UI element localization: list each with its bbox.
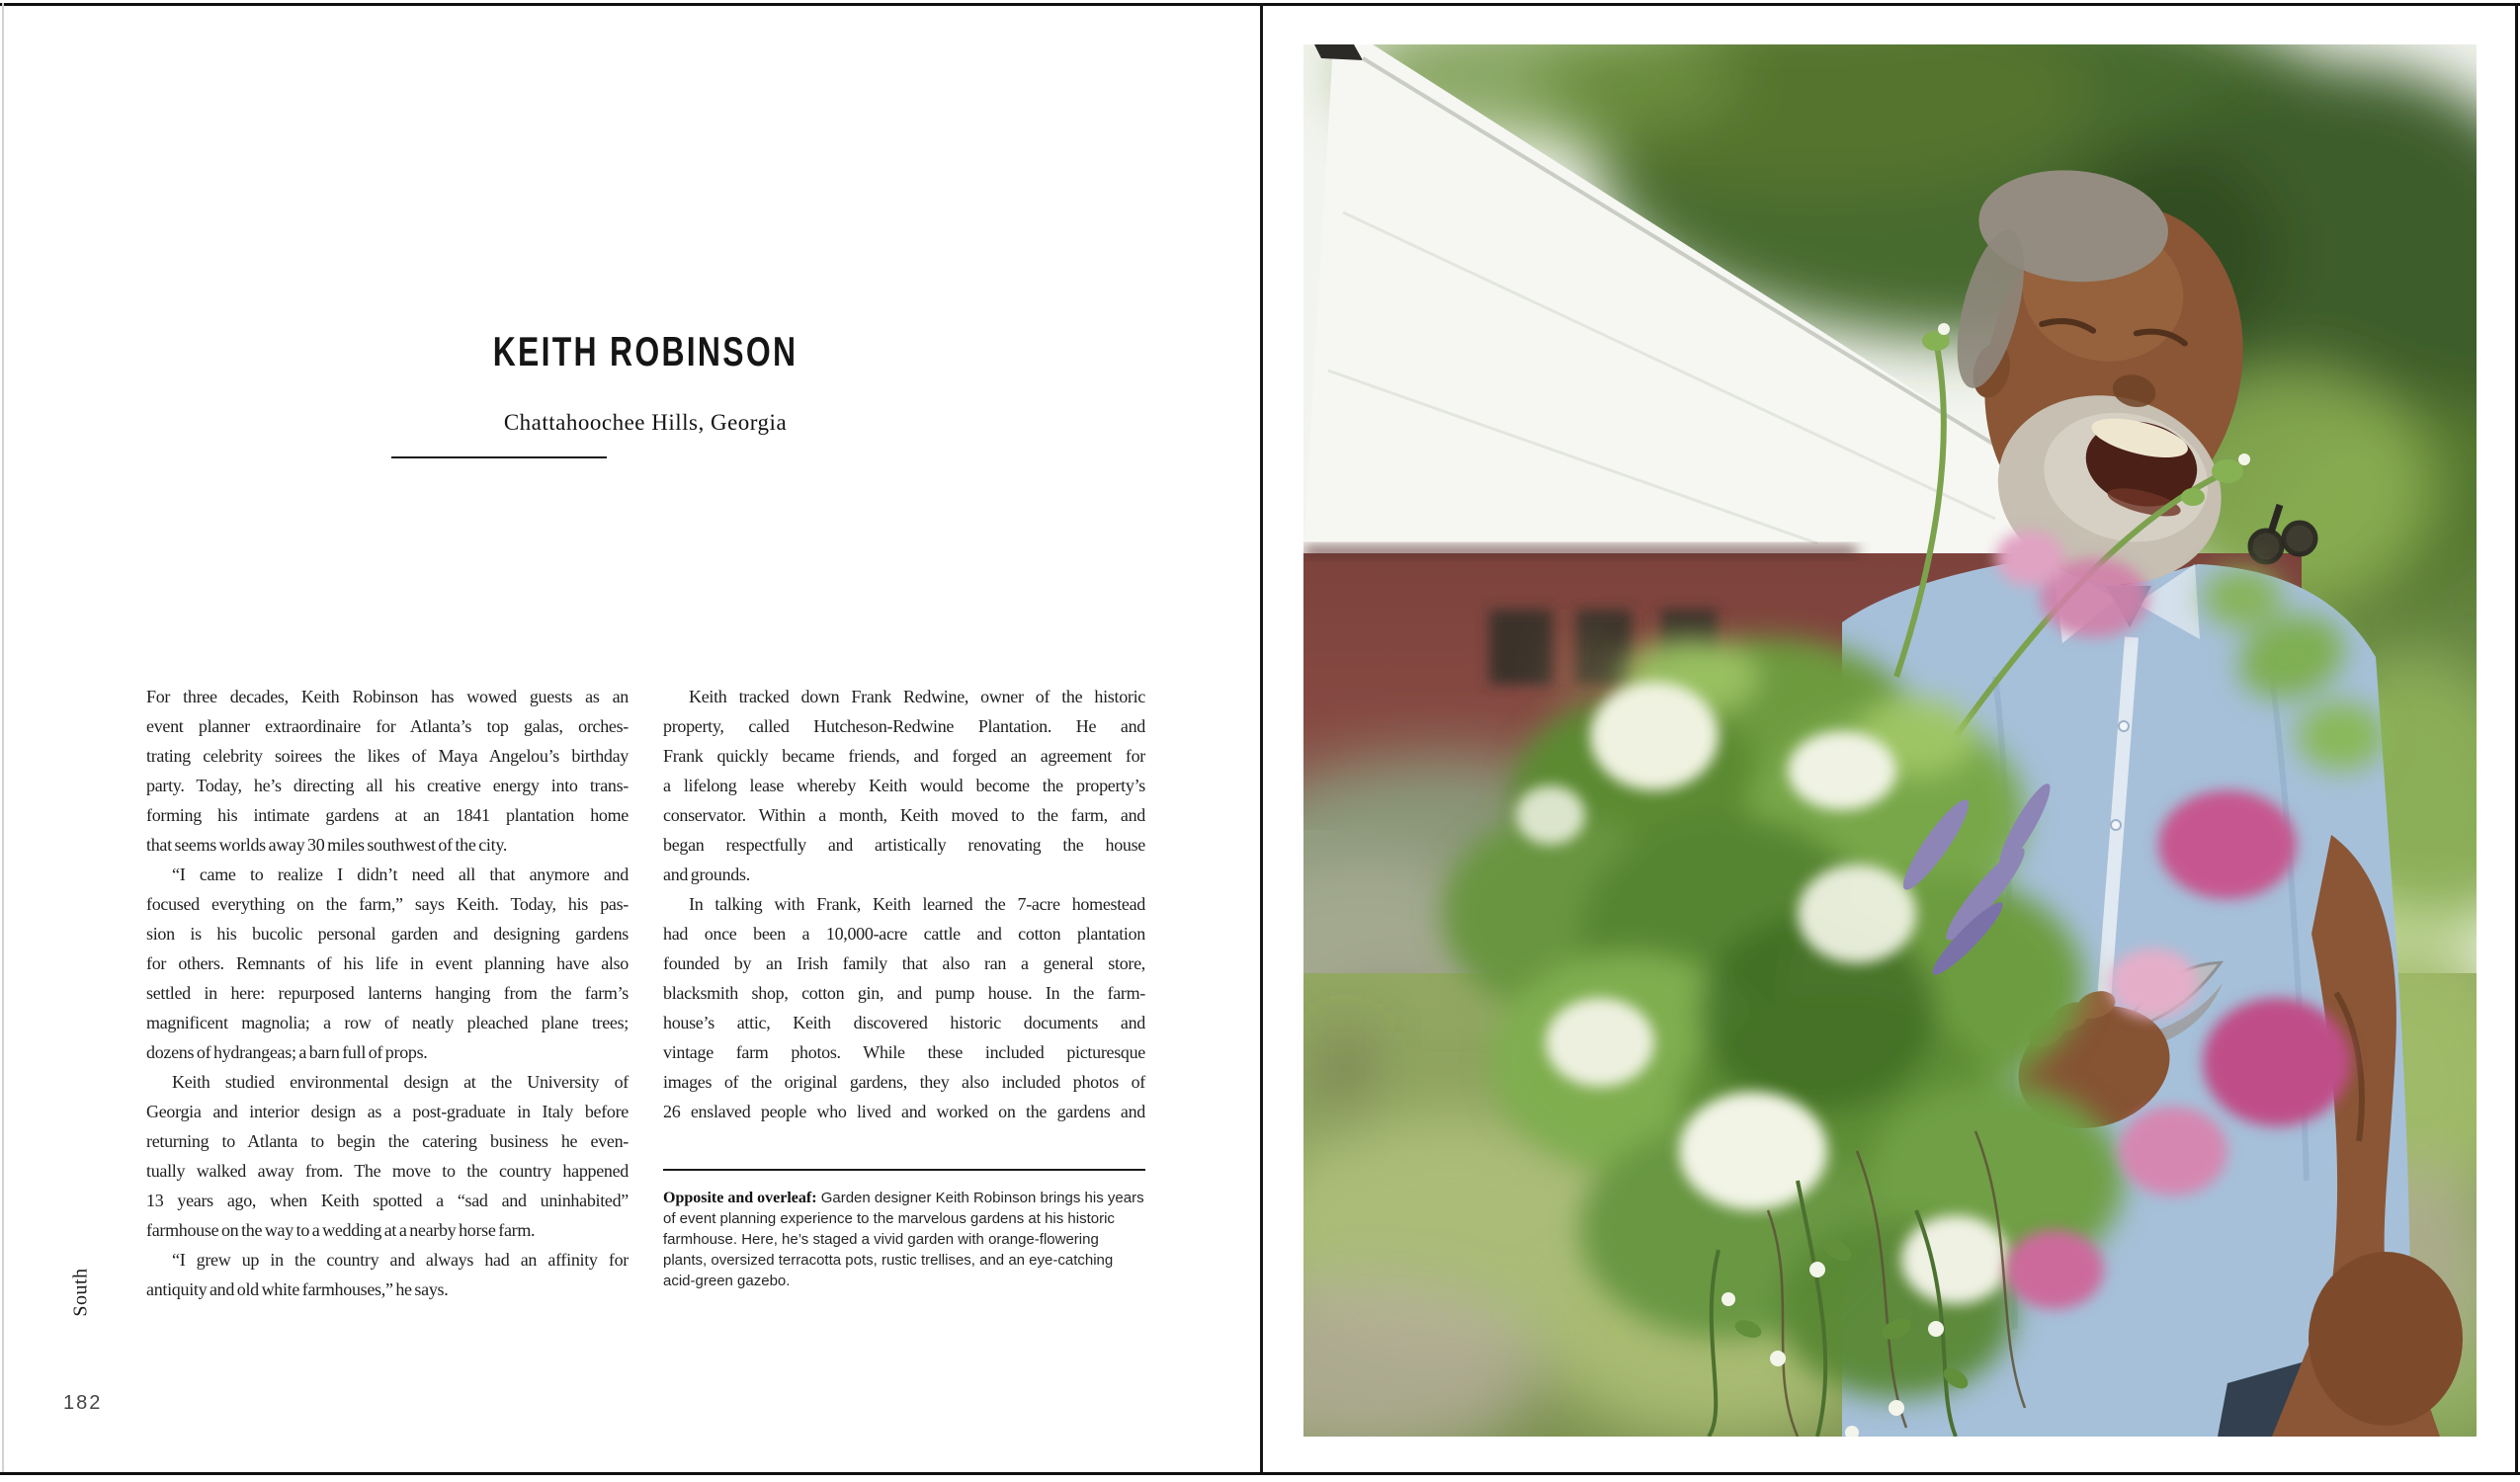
caption-lead: Opposite and overleaf: [663, 1190, 817, 1206]
photo-caption [663, 1188, 1145, 1291]
body-line: Keith tracked down Frank Redwine, owner of the historic [689, 687, 1145, 706]
body-paragraph [146, 682, 629, 860]
body-line: returning to Atlanta to begin the catering business he even- [146, 1131, 629, 1151]
body-line: event planner extraordinaire for Atlanta’s top galas, orches- [146, 716, 629, 736]
body-line: forming his intimate gardens at an 1841 plantation home [146, 805, 629, 825]
body-line: house’s attic, Keith discovered historic documents and [663, 1013, 1145, 1032]
body-line: conservator. Within a month, Keith moved to the farm, and [663, 805, 1145, 825]
body-line: founded by an Irish family that also ran a general store, [663, 953, 1145, 973]
body-paragraph [663, 682, 1145, 889]
spread-right-edge [2515, 3, 2518, 1472]
farm-photo-illustration [1303, 44, 2477, 1437]
body-line: sion is his bucolic personal garden and designing gardens [146, 924, 629, 944]
body-line: antiquity and old white farmhouses,” he says. [146, 1279, 449, 1299]
body-line: party. Today, he’s directing all his creative energy into trans- [146, 776, 629, 795]
body-line: For three decades, Keith Robinson has wowed guests as an [146, 687, 629, 706]
fist [2309, 1252, 2463, 1426]
body-line: 26 enslaved people who lived and worked on the gardens and [663, 1102, 1145, 1121]
text-column-right [663, 682, 1145, 1126]
body-line: tually walked away from. The move to the country happened [146, 1161, 629, 1181]
page-number: 182 [63, 1392, 103, 1414]
page-title: KEITH ROBINSON [492, 328, 798, 374]
body-paragraph [146, 860, 629, 1067]
body-line: Keith studied environmental design at the University of [172, 1072, 629, 1092]
subtitle-rule [391, 456, 607, 458]
body-line: a lifelong lease whereby Keith would become the property’s [663, 776, 1145, 795]
body-line: blacksmith shop, cotton gin, and pump house. In the farm- [663, 983, 1145, 1003]
body-line: “I came to realize I didn’t need all that anymore and [172, 864, 629, 884]
caption-rule [663, 1169, 1145, 1171]
body-line: images of the original gardens, they also included photos of [663, 1072, 1145, 1092]
body-line: began respectfully and artistically renovating the house [663, 835, 1145, 855]
body-paragraph [663, 889, 1145, 1126]
spread-left-edge [2, 3, 4, 1472]
body-line: trating celebrity soirees the likes of Maya Angelou’s birthday [146, 746, 629, 766]
spread-bottom-edge [0, 1472, 2520, 1475]
farm-photo [1303, 44, 2477, 1437]
body-line: and grounds. [663, 864, 750, 884]
body-line: settled in here: repurposed lanterns hanging from the farm’s [146, 983, 629, 1003]
body-line: magnificent magnolia; a row of neatly pleached plane trees; [146, 1013, 629, 1032]
body-line: vintage farm photos. While these included picturesque [663, 1042, 1145, 1062]
body-line: farmhouse on the way to a wedding at a nearby horse farm. [146, 1220, 536, 1240]
body-line: Frank quickly became friends, and forged an agreement for [663, 746, 1145, 766]
body-line: dozens of hydrangeas; a barn full of props. [146, 1042, 428, 1062]
section-edge-label: South [69, 1268, 92, 1317]
body-line: In talking with Frank, Keith learned the 7-acre homestead [689, 894, 1145, 914]
body-line: “I grew up in the country and always had an affinity for [172, 1250, 629, 1270]
shirt-button [2111, 820, 2121, 830]
body-line: 13 years ago, when Keith spotted a “sad and uninhabited” [146, 1191, 629, 1210]
body-line: that seems worlds away 30 miles southwest of the city. [146, 835, 508, 855]
body-line: had once been a 10,000-acre cattle and cotton plantation [663, 924, 1145, 944]
text-column-left [146, 682, 629, 1304]
right-page [1263, 0, 2520, 1482]
body-line: property, called Hutcheson-Redwine Plantation. He and [663, 716, 1145, 736]
body-paragraph [146, 1245, 629, 1304]
body-line: for others. Remnants of his life in event planning have also [146, 953, 629, 973]
shirt-button [2119, 721, 2129, 731]
location-subtitle: Chattahoochee Hills, Georgia [503, 410, 788, 435]
body-line: focused everything on the farm,” says Keith. Today, his pas- [146, 894, 629, 914]
body-paragraph [146, 1067, 629, 1245]
page-gutter [1260, 3, 1263, 1472]
body-line: Georgia and interior design as a post-graduate in Italy before [146, 1102, 629, 1121]
caption-text: Garden designer Keith Robinson brings his years of event planning experience to the marvelous gardens at his historic farmhouse. Here, he’s staged a vivid garden with orange-flowering plants, oversized terracotta pots, rustic trellises, and an eye-catching acid-green gazebo. [663, 1190, 1144, 1289]
